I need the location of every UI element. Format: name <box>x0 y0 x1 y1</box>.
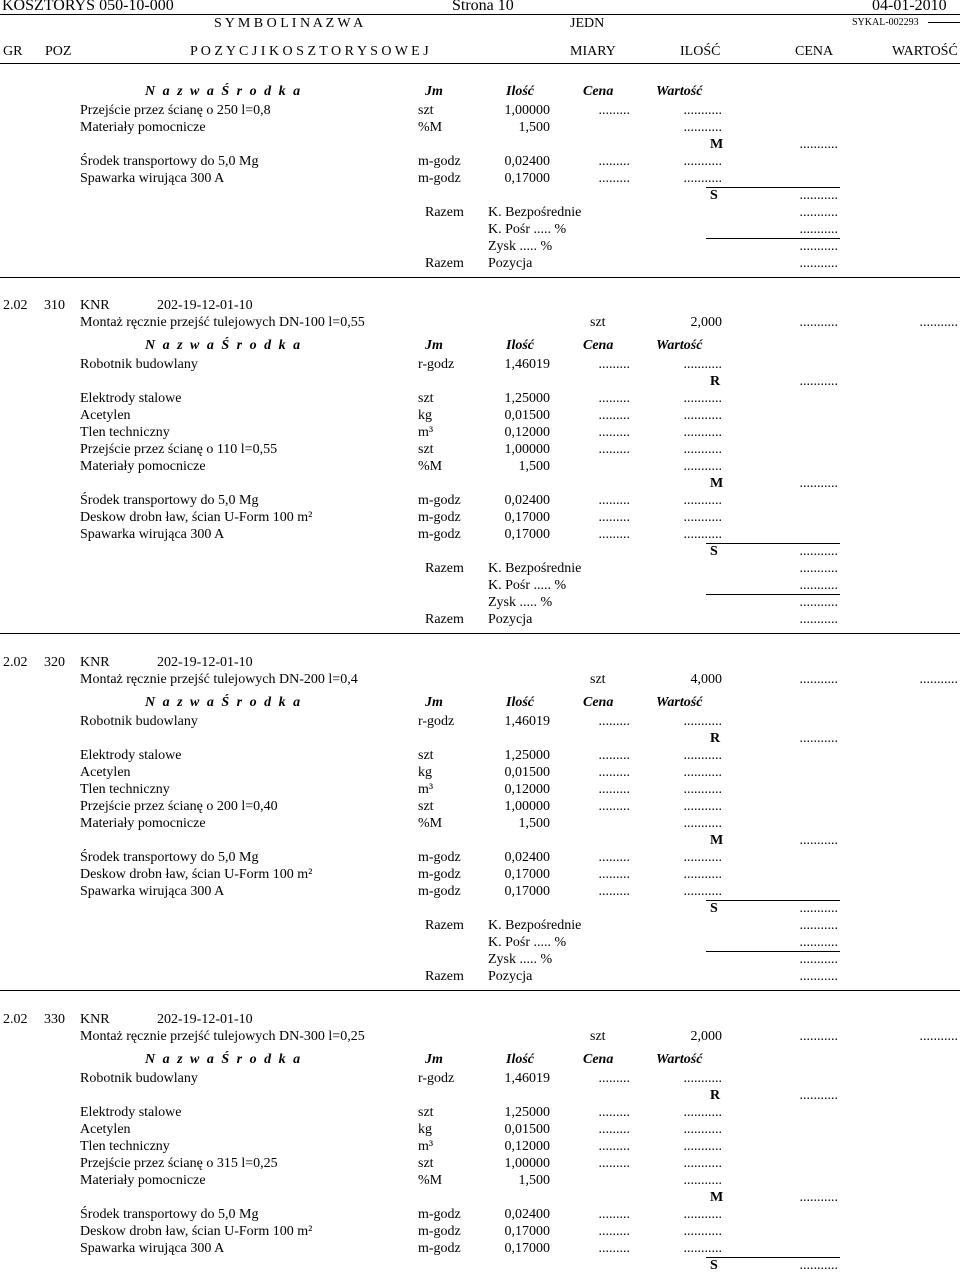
position-value: ........... <box>919 315 958 330</box>
resource-header-name: N a z w a Ś r o d k a <box>145 338 303 353</box>
resource-price: ......... <box>598 850 630 865</box>
position-number: 330 <box>44 1012 65 1027</box>
position-unit: szt <box>590 1029 606 1044</box>
resource-value: ........... <box>683 120 722 135</box>
s-subtotal-label: S <box>710 188 718 203</box>
position-description: Montaż ręcznie przejść tulejowych DN-100 l=0,55 <box>80 315 365 330</box>
resource-header-name: N a z w a Ś r o d k a <box>145 1052 303 1067</box>
resource-quantity: 0,17000 <box>504 867 550 882</box>
resource-quantity: 0,02400 <box>504 154 550 169</box>
resource-value: ........... <box>683 867 722 882</box>
position-knr: KNR <box>80 1012 110 1027</box>
resource-price: ......... <box>598 867 630 882</box>
resource-unit: m-godz <box>418 154 461 169</box>
resource-unit: kg <box>418 765 432 780</box>
resource-name: Deskow drobn ław, ścian U-Form 100 m² <box>80 510 313 525</box>
resource-name: Tlen techniczny <box>80 1139 170 1154</box>
resource-value: ........... <box>683 425 722 440</box>
resource-value: ........... <box>683 408 722 423</box>
resource-unit: %M <box>418 120 443 135</box>
razem-label: Razem <box>425 256 464 271</box>
resource-unit: %M <box>418 459 443 474</box>
pozycja-label: Pozycja <box>488 969 533 984</box>
resource-quantity: 0,17000 <box>504 171 550 186</box>
resource-value: ........... <box>683 714 722 729</box>
resource-quantity: 1,500 <box>518 459 550 474</box>
pozycja-value: ........... <box>799 612 838 627</box>
resource-unit: szt <box>418 1156 434 1171</box>
zysk-rule <box>706 594 840 595</box>
r-subtotal-label: R <box>710 731 721 746</box>
r-subtotal-label: R <box>710 374 721 389</box>
resource-quantity: 0,17000 <box>504 527 550 542</box>
resource-header-wartosc: Wartość <box>656 1052 703 1067</box>
resource-value: ........... <box>683 357 722 372</box>
resource-quantity: 0,17000 <box>504 1224 550 1239</box>
k-posr-label: K. Pośr ..... % <box>488 578 567 593</box>
resource-quantity: 1,25000 <box>504 1105 550 1120</box>
document-title: KOSZTORYS 050-10-000 <box>2 0 174 14</box>
resource-name: Robotnik budowlany <box>80 714 198 729</box>
resource-name: Środek transportowy do 5,0 Mg <box>80 1207 259 1222</box>
miary-label: MIARY <box>570 44 616 59</box>
position-quantity: 4,000 <box>690 672 722 687</box>
k-posr-value: ........... <box>799 578 838 593</box>
resource-name: Elektrody stalowe <box>80 1105 182 1120</box>
resource-quantity: 1,00000 <box>504 799 550 814</box>
resource-header-ilosc: Ilość <box>506 1052 534 1067</box>
position-gr: 2.02 <box>3 298 28 313</box>
razem-label: Razem <box>425 918 464 933</box>
resource-value: ........... <box>683 1071 722 1086</box>
resource-value: ........... <box>683 884 722 899</box>
position-gr: 2.02 <box>3 1012 28 1027</box>
resource-header-ilosc: Ilość <box>506 695 534 710</box>
resource-value: ........... <box>683 1156 722 1171</box>
resource-name: Przejście przez ścianę o 200 l=0,40 <box>80 799 278 814</box>
position-code: 202-19-12-01-10 <box>157 655 253 670</box>
resource-price: ......... <box>598 1241 630 1256</box>
m-subtotal-value: ........... <box>799 476 838 491</box>
resource-quantity: 1,46019 <box>504 714 550 729</box>
resource-value: ........... <box>683 154 722 169</box>
resource-unit: m-godz <box>418 493 461 508</box>
resource-unit: m-godz <box>418 867 461 882</box>
page-number: Strona 10 <box>452 0 514 14</box>
resource-price: ......... <box>598 1224 630 1239</box>
k-bezposrednie-value: ........... <box>799 205 838 220</box>
resource-value: ........... <box>683 1105 722 1120</box>
position-number: 310 <box>44 298 65 313</box>
resource-unit: m-godz <box>418 1241 461 1256</box>
resource-header-cena: Cena <box>583 695 614 710</box>
resource-quantity: 0,12000 <box>504 425 550 440</box>
resource-header-cena: Cena <box>583 84 614 99</box>
resource-name: Przejście przez ścianę o 250 l=0,8 <box>80 103 271 118</box>
zysk-value: ........... <box>799 595 838 610</box>
resource-price: ......... <box>598 799 630 814</box>
resource-name: Materiały pomocnicze <box>80 459 206 474</box>
resource-price: ......... <box>598 527 630 542</box>
resource-value: ........... <box>683 816 722 831</box>
resource-quantity: 1,46019 <box>504 357 550 372</box>
position-separator <box>0 633 960 634</box>
resource-name: Środek transportowy do 5,0 Mg <box>80 850 259 865</box>
position-price: ........... <box>799 672 838 687</box>
resource-unit: %M <box>418 816 443 831</box>
jedn-label: JEDN <box>570 16 605 31</box>
position-value: ........... <box>919 1029 958 1044</box>
zysk-label: Zysk ..... % <box>488 239 553 254</box>
resource-header-jm: Jm <box>425 1052 443 1067</box>
resource-name: Deskow drobn ław, ścian U-Form 100 m² <box>80 867 313 882</box>
k-bezposrednie-label: K. Bezpośrednie <box>488 205 582 220</box>
resource-value: ........... <box>683 510 722 525</box>
resource-header-ilosc: Ilość <box>506 84 534 99</box>
resource-quantity: 0,02400 <box>504 1207 550 1222</box>
resource-value: ........... <box>683 493 722 508</box>
resource-header-wartosc: Wartość <box>656 695 703 710</box>
pozycji-label: P O Z Y C J I K O S Z T O R Y S O W E J <box>190 44 429 59</box>
resource-name: Przejście przez ścianę o 110 l=0,55 <box>80 442 278 457</box>
razem-label: Razem <box>425 205 464 220</box>
m-subtotal-label: M <box>710 476 724 491</box>
wartosc-label: WARTOŚĆ <box>892 44 958 59</box>
pozycja-value: ........... <box>799 256 838 271</box>
system-code: SYKAL-002293 <box>852 17 919 28</box>
resource-quantity: 0,01500 <box>504 408 550 423</box>
resource-value: ........... <box>683 799 722 814</box>
position-separator <box>0 277 960 278</box>
resource-unit: szt <box>418 799 434 814</box>
resource-name: Przejście przez ścianę o 315 l=0,25 <box>80 1156 278 1171</box>
resource-price: ......... <box>598 714 630 729</box>
resource-price: ......... <box>598 493 630 508</box>
resource-name: Materiały pomocnicze <box>80 1173 206 1188</box>
resource-name: Tlen techniczny <box>80 425 170 440</box>
resource-unit: r-godz <box>418 357 455 372</box>
resource-unit: szt <box>418 748 434 763</box>
resource-name: Robotnik budowlany <box>80 357 198 372</box>
resource-name: Spawarka wirująca 300 A <box>80 527 225 542</box>
position-code: 202-19-12-01-10 <box>157 1012 253 1027</box>
resource-header-name: N a z w a Ś r o d k a <box>145 84 303 99</box>
resource-unit: m-godz <box>418 884 461 899</box>
resource-price: ......... <box>598 425 630 440</box>
resource-quantity: 0,02400 <box>504 493 550 508</box>
resource-quantity: 0,17000 <box>504 1241 550 1256</box>
k-bezposrednie-value: ........... <box>799 918 838 933</box>
resource-quantity: 0,02400 <box>504 850 550 865</box>
m-subtotal-value: ........... <box>799 833 838 848</box>
symbol-label: S Y M B O L I N A Z W A <box>214 16 364 31</box>
k-bezposrednie-label: K. Bezpośrednie <box>488 918 582 933</box>
resource-value: ........... <box>683 527 722 542</box>
resource-name: Materiały pomocnicze <box>80 120 206 135</box>
resource-quantity: 0,17000 <box>504 884 550 899</box>
resource-name: Spawarka wirująca 300 A <box>80 1241 225 1256</box>
resource-header-jm: Jm <box>425 84 443 99</box>
resource-quantity: 1,00000 <box>504 442 550 457</box>
resource-unit: r-godz <box>418 714 455 729</box>
resource-header-cena: Cena <box>583 1052 614 1067</box>
r-subtotal-value: ........... <box>799 1088 838 1103</box>
resource-quantity: 0,12000 <box>504 782 550 797</box>
resource-name: Materiały pomocnicze <box>80 816 206 831</box>
position-description: Montaż ręcznie przejść tulejowych DN-300 l=0,25 <box>80 1029 365 1044</box>
resource-unit: szt <box>418 1105 434 1120</box>
resource-value: ........... <box>683 748 722 763</box>
resource-value: ........... <box>683 1139 722 1154</box>
resource-unit: szt <box>418 391 434 406</box>
s-subtotal-value: ........... <box>799 544 838 559</box>
pozycja-value: ........... <box>799 969 838 984</box>
resource-unit: %M <box>418 1173 443 1188</box>
resource-price: ......... <box>598 391 630 406</box>
resource-header-jm: Jm <box>425 338 443 353</box>
resource-unit: m-godz <box>418 171 461 186</box>
resource-name: Tlen techniczny <box>80 782 170 797</box>
r-subtotal-label: R <box>710 1088 721 1103</box>
resource-quantity: 0,01500 <box>504 1122 550 1137</box>
resource-quantity: 0,17000 <box>504 510 550 525</box>
document-date: 04-01-2010 <box>872 0 947 14</box>
k-bezposrednie-value: ........... <box>799 561 838 576</box>
resource-quantity: 1,46019 <box>504 1071 550 1086</box>
resource-value: ........... <box>683 782 722 797</box>
zysk-label: Zysk ..... % <box>488 952 553 967</box>
position-gr: 2.02 <box>3 655 28 670</box>
resource-header-jm: Jm <box>425 695 443 710</box>
resource-price: ......... <box>598 1071 630 1086</box>
resource-quantity: 1,500 <box>518 1173 550 1188</box>
resource-unit: kg <box>418 1122 432 1137</box>
resource-value: ........... <box>683 391 722 406</box>
resource-value: ........... <box>683 1122 722 1137</box>
position-knr: KNR <box>80 655 110 670</box>
resource-price: ......... <box>598 154 630 169</box>
resource-value: ........... <box>683 1207 722 1222</box>
r-subtotal-value: ........... <box>799 731 838 746</box>
resource-unit: kg <box>418 408 432 423</box>
position-price: ........... <box>799 315 838 330</box>
s-subtotal-label: S <box>710 901 718 916</box>
r-subtotal-value: ........... <box>799 374 838 389</box>
resource-price: ......... <box>598 408 630 423</box>
razem-label: Razem <box>425 612 464 627</box>
resource-header-wartosc: Wartość <box>656 84 703 99</box>
s-subtotal-label: S <box>710 1258 718 1273</box>
resource-name: Acetylen <box>80 408 131 423</box>
resource-value: ........... <box>683 103 722 118</box>
resource-unit: r-godz <box>418 1071 455 1086</box>
m-subtotal-label: M <box>710 1190 724 1205</box>
resource-header-ilosc: Ilość <box>506 338 534 353</box>
resource-price: ......... <box>598 748 630 763</box>
zysk-rule <box>706 951 840 952</box>
resource-quantity: 1,500 <box>518 816 550 831</box>
resource-unit: m³ <box>418 425 434 440</box>
zysk-value: ........... <box>799 239 838 254</box>
system-code-rule <box>928 22 960 23</box>
resource-unit: szt <box>418 442 434 457</box>
header-rule-top <box>0 14 960 15</box>
position-unit: szt <box>590 672 606 687</box>
resource-unit: m³ <box>418 1139 434 1154</box>
k-posr-value: ........... <box>799 935 838 950</box>
position-price: ........... <box>799 1029 838 1044</box>
position-unit: szt <box>590 315 606 330</box>
resource-value: ........... <box>683 442 722 457</box>
s-subtotal-value: ........... <box>799 1258 838 1273</box>
k-posr-value: ........... <box>799 222 838 237</box>
m-subtotal-value: ........... <box>799 1190 838 1205</box>
gr-label: GR <box>3 44 23 59</box>
resource-price: ......... <box>598 442 630 457</box>
k-posr-label: K. Pośr ..... % <box>488 222 567 237</box>
resource-unit: m³ <box>418 782 434 797</box>
position-number: 320 <box>44 655 65 670</box>
zysk-rule <box>706 238 840 239</box>
resource-name: Spawarka wirująca 300 A <box>80 884 225 899</box>
s-subtotal-label: S <box>710 544 718 559</box>
resource-value: ........... <box>683 171 722 186</box>
resource-value: ........... <box>683 765 722 780</box>
resource-price: ......... <box>598 1207 630 1222</box>
poz-label: POZ <box>45 44 72 59</box>
resource-unit: m-godz <box>418 510 461 525</box>
resource-unit: m-godz <box>418 1224 461 1239</box>
resource-price: ......... <box>598 103 630 118</box>
resource-name: Środek transportowy do 5,0 Mg <box>80 493 259 508</box>
header-rule-bottom <box>0 63 960 64</box>
resource-name: Deskow drobn ław, ścian U-Form 100 m² <box>80 1224 313 1239</box>
resource-quantity: 0,01500 <box>504 765 550 780</box>
resource-header-cena: Cena <box>583 338 614 353</box>
resource-value: ........... <box>683 1224 722 1239</box>
s-subtotal-value: ........... <box>799 901 838 916</box>
resource-price: ......... <box>598 357 630 372</box>
resource-price: ......... <box>598 510 630 525</box>
position-description: Montaż ręcznie przejść tulejowych DN-200 l=0,4 <box>80 672 358 687</box>
resource-value: ........... <box>683 1173 722 1188</box>
resource-unit: m-godz <box>418 1207 461 1222</box>
position-knr: KNR <box>80 298 110 313</box>
resource-name: Środek transportowy do 5,0 Mg <box>80 154 259 169</box>
resource-quantity: 1,500 <box>518 120 550 135</box>
position-separator <box>0 990 960 991</box>
resource-unit: m-godz <box>418 850 461 865</box>
k-posr-label: K. Pośr ..... % <box>488 935 567 950</box>
position-code: 202-19-12-01-10 <box>157 298 253 313</box>
resource-price: ......... <box>598 782 630 797</box>
resource-value: ........... <box>683 459 722 474</box>
resource-quantity: 1,25000 <box>504 391 550 406</box>
resource-name: Elektrody stalowe <box>80 391 182 406</box>
cena-label: CENA <box>795 44 834 59</box>
resource-unit: szt <box>418 103 434 118</box>
pozycja-label: Pozycja <box>488 256 533 271</box>
resource-name: Robotnik budowlany <box>80 1071 198 1086</box>
resource-name: Acetylen <box>80 1122 131 1137</box>
resource-header-name: N a z w a Ś r o d k a <box>145 695 303 710</box>
k-bezposrednie-label: K. Bezpośrednie <box>488 561 582 576</box>
ilosc-label: ILOŚĆ <box>680 44 721 59</box>
resource-price: ......... <box>598 1122 630 1137</box>
m-subtotal-value: ........... <box>799 137 838 152</box>
resource-price: ......... <box>598 171 630 186</box>
resource-quantity: 1,00000 <box>504 103 550 118</box>
resource-price: ......... <box>598 1105 630 1120</box>
resource-value: ........... <box>683 1241 722 1256</box>
m-subtotal-label: M <box>710 137 724 152</box>
resource-unit: m-godz <box>418 527 461 542</box>
pozycja-label: Pozycja <box>488 612 533 627</box>
m-subtotal-label: M <box>710 833 724 848</box>
s-subtotal-value: ........... <box>799 188 838 203</box>
zysk-label: Zysk ..... % <box>488 595 553 610</box>
resource-price: ......... <box>598 1156 630 1171</box>
resource-name: Acetylen <box>80 765 131 780</box>
resource-price: ......... <box>598 765 630 780</box>
position-quantity: 2,000 <box>690 1029 722 1044</box>
resource-name: Spawarka wirująca 300 A <box>80 171 225 186</box>
razem-label: Razem <box>425 561 464 576</box>
resource-value: ........... <box>683 850 722 865</box>
zysk-value: ........... <box>799 952 838 967</box>
resource-header-wartosc: Wartość <box>656 338 703 353</box>
position-quantity: 2,000 <box>690 315 722 330</box>
resource-price: ......... <box>598 884 630 899</box>
resource-quantity: 0,12000 <box>504 1139 550 1154</box>
resource-name: Elektrody stalowe <box>80 748 182 763</box>
position-value: ........... <box>919 672 958 687</box>
resource-quantity: 1,25000 <box>504 748 550 763</box>
razem-label: Razem <box>425 969 464 984</box>
resource-quantity: 1,00000 <box>504 1156 550 1171</box>
resource-price: ......... <box>598 1139 630 1154</box>
